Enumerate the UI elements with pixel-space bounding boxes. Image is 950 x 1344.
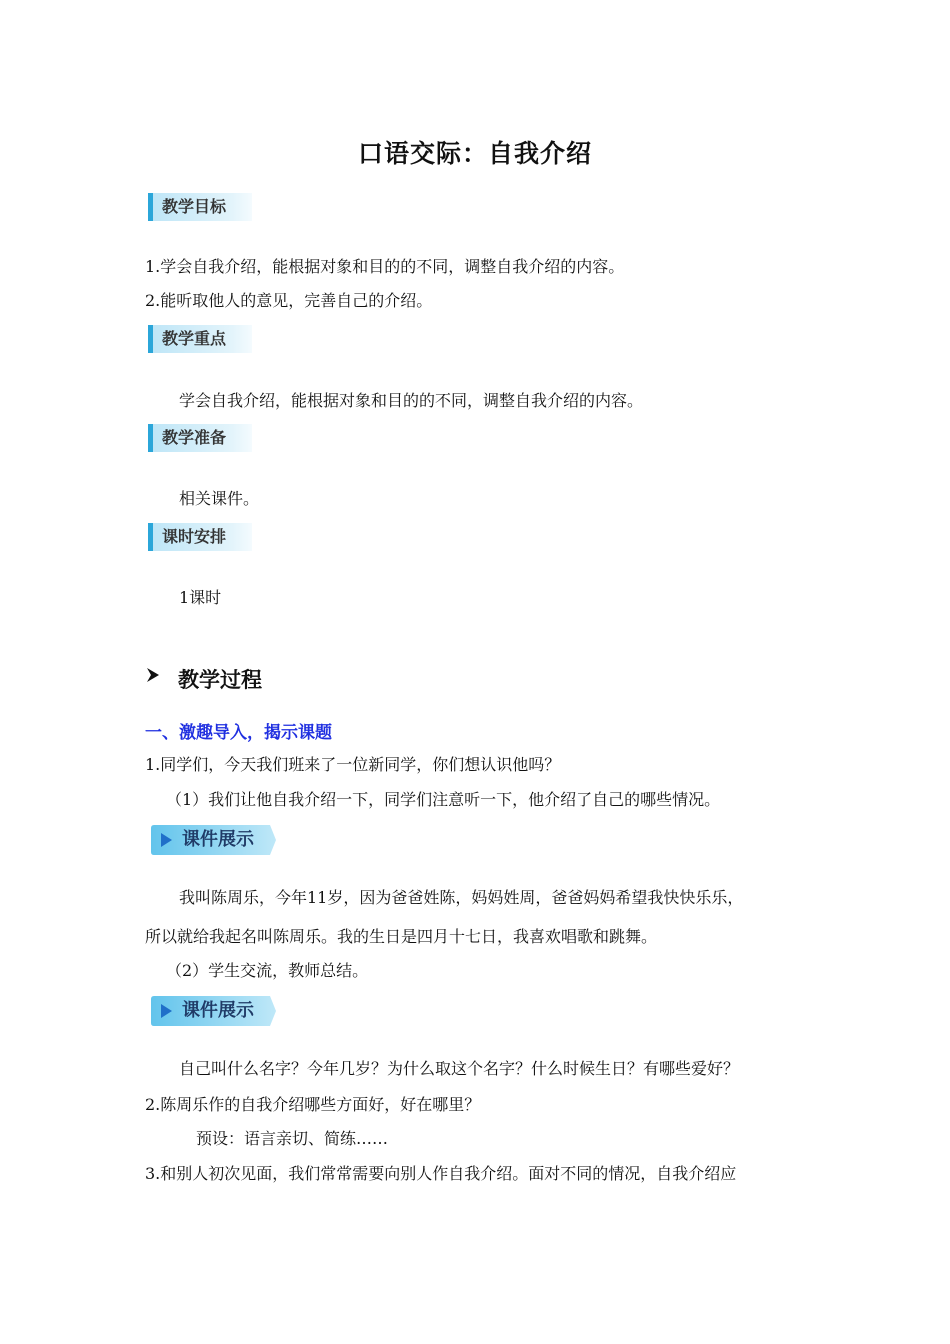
question-subitem: （1）我们让他自我介绍一下，同学们注意听一下，他介绍了自己的哪些情况。 <box>166 790 721 809</box>
schedule-text: 1课时 <box>179 588 222 607</box>
guiding-questions: 自己叫什么名字？今年几岁？为什么取这个名字？什么时候生日？有哪些爱好？ <box>179 1059 740 1078</box>
courseware-badge <box>150 994 278 1028</box>
intro-text-line: 我叫陈周乐，今年11岁，因为爸爸姓陈，妈妈姓周，爸爸妈妈希望我快快乐乐， <box>179 888 744 907</box>
courseware-label: 课件展示 <box>182 1000 254 1021</box>
goal-item: 1.学会自我介绍，能根据对象和目的的不同，调整自我介绍的内容。 <box>145 257 625 276</box>
focus-text: 学会自我介绍，能根据对象和目的的不同，调整自我介绍的内容。 <box>179 391 644 410</box>
courseware-label: 课件展示 <box>182 829 254 850</box>
section-tag-label: 课时安排 <box>162 527 227 546</box>
question-item: 3.和别人初次见面，我们常常需要向别人作自我介绍。面对不同的情况，自我介绍应 <box>145 1164 737 1183</box>
section-tag-label: 教学准备 <box>162 428 227 447</box>
question-item: 1.同学们，今天我们班来了一位新同学，你们想认识他吗？ <box>145 755 561 774</box>
question-subitem: （2）学生交流，教师总结。 <box>166 961 369 980</box>
section-tag-goals <box>148 193 252 221</box>
arrow-bullet-icon <box>146 667 160 687</box>
section-tag-focus <box>148 325 252 353</box>
goal-item: 2.能听取他人的意见，完善自己的介绍。 <box>145 291 433 310</box>
courseware-badge <box>150 823 278 857</box>
section-tag-label: 教学重点 <box>162 329 227 348</box>
question-item: 2.陈周乐作的自我介绍哪些方面好，好在哪里？ <box>145 1095 481 1114</box>
preset-answer: 预设：语言亲切、简练…… <box>196 1129 389 1148</box>
section-tag-schedule <box>148 523 252 551</box>
page-title: 口语交际：自我介绍 <box>357 139 592 168</box>
intro-text-line: 所以就给我起名叫陈周乐。我的生日是四月十七日，我喜欢唱歌和跳舞。 <box>145 927 658 946</box>
process-heading: 教学过程 <box>178 668 262 692</box>
part-title: 一、激趣导入，揭示课题 <box>145 723 332 743</box>
section-tag-label: 教学目标 <box>162 197 227 216</box>
prep-text: 相关课件。 <box>179 489 260 508</box>
section-tag-prep <box>148 424 252 452</box>
